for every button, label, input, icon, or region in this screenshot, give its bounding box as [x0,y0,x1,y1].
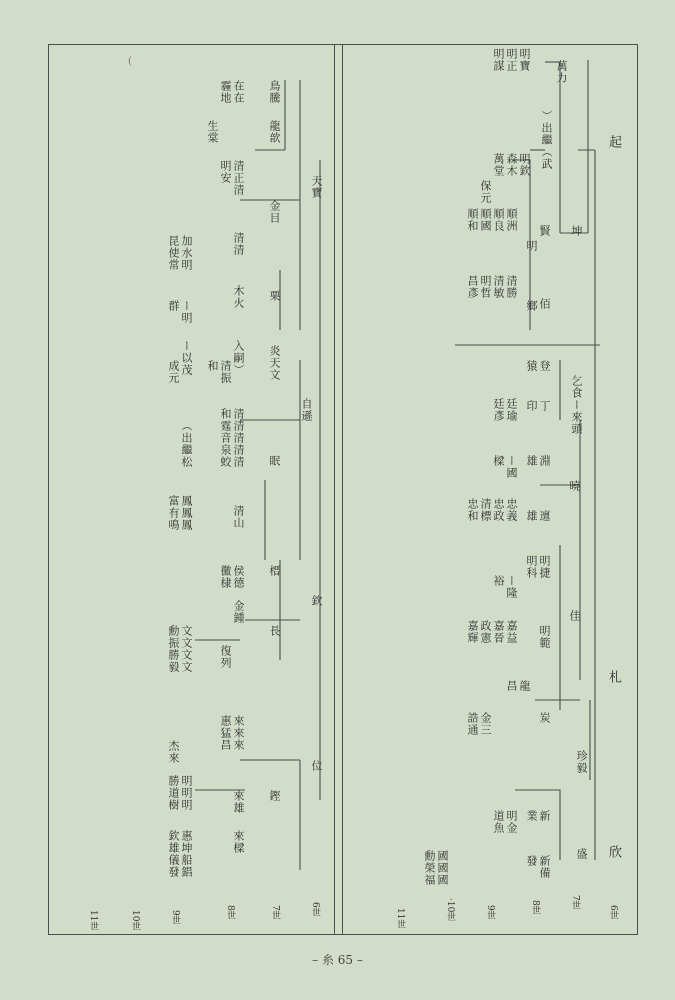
name-shun-liang: 順良 [492,208,505,232]
name-yuan-di: 霾地 [219,80,232,104]
name-ming-jie: 明捷 [538,555,551,579]
name-tang-qian-tang: 天寶 [310,175,323,199]
name-hui-jie: 惠坤船錩 [180,830,193,878]
name-qing4: 清清清清清 [232,408,245,468]
name-bao-yuan: 保元 [479,180,492,204]
name-qing-shan: 清山 [232,505,245,529]
name-guo-guo-guo: 國國國 [436,850,449,886]
root-qi: 起 [606,135,621,149]
name-ba-sheng-chang: 昆使常 [167,235,180,271]
name-guo: ー國 [505,455,518,479]
name-yu: 裕 [492,575,505,587]
corner-mark: ( [128,56,132,67]
name-zhen-yi: 珍毅 [575,750,588,774]
name-sen-mu: 森木 [505,153,518,177]
name-jia-yi: 嘉益 [505,620,518,644]
name-zhe-tong: 誥通 [466,712,479,736]
name-qing-sheng: 清勝 [505,275,518,299]
name-ming-ke: 明科 [525,555,538,579]
name-sheng2: 盛 [575,848,588,860]
name-xian: 賢 [538,225,551,237]
name-jin-zhi: 金鍾 [232,600,245,624]
name-fu-lian: 復列 [219,645,232,669]
name-zhong-zheng: 忠政 [492,498,505,522]
name-niao-teng: 鳥騰 [268,80,281,104]
name-qing-he: 和 [206,360,219,372]
name-feng3: 鳳鳳鳳 [180,495,193,531]
root-xin: 欣 [606,845,621,859]
name-ming-zhu: 明明明 [180,775,193,811]
name-qun-lu: 群 [167,300,180,312]
gen-top-6: 6世 [608,905,618,920]
name-yuan: 淵 [538,455,551,467]
name-ming: 明 [525,240,538,252]
name-ming-an: 明安 [219,160,232,184]
name-biao-fang: 勳振勝毅 [167,625,180,673]
root-zha: 札 [606,670,621,684]
name-xiang: 鄉 [525,300,538,312]
name-jian-yi: ー明 [180,300,193,324]
name-jia-shui-ming: 加水明 [180,235,193,271]
name-zheng-xian: 政憲 [479,620,492,644]
name-wei-li: 黴棣 [219,565,232,589]
name-shun-he: 順和 [466,208,479,232]
name-dao-yu: 道魚 [492,810,505,834]
name-sheng: 昌 [505,680,518,692]
gen-top-9: 9世 [485,905,495,920]
name-ru-ji: 入嗣） [232,340,245,376]
name-sheng-chang: 生棠 [206,120,219,144]
name-ming-zheng: 明正 [505,48,518,72]
name-long2: 龍 [518,680,531,692]
name-xiong: 雄 [525,455,538,467]
name-xiao: 曉 [568,480,581,492]
name-ming-fan: 明範 [538,625,551,649]
name-jin-mu: 金目 [268,200,281,224]
name-shun-guo: 順國 [479,208,492,232]
name-zhang: 長 [268,625,281,637]
name-jie-lai: 杰來 [167,740,180,764]
name-mian: 眠 [268,455,281,467]
name-jia: 佳 [568,610,581,622]
name-zeng: 邅 [538,510,551,522]
gen-bottom-9: 9世 [170,910,180,925]
name-zhong-yi: 忠義 [505,498,518,522]
name-he-xiao: 和霆音泉蛟 [219,408,232,468]
name-qing-qing: 清清 [232,232,245,256]
gen-top-7: 7世 [570,895,580,910]
gen-top-10: ·10世 [445,898,455,922]
name-fu-you-ming: 富有鳴 [167,495,180,531]
name-hou-de: 侯德 [232,565,245,589]
name-xi-fu: 栗 [268,290,281,302]
name-lai-xin: 來樑 [232,830,245,854]
name-wan-tang: 萬堂 [492,153,505,177]
name-xin-bei: 新備 [538,855,551,879]
name-jia-hui: 嘉輝 [466,620,479,644]
name-ye: 業 [525,810,538,822]
name-xun-yan-fu: 勳榮福 [423,850,436,886]
name-long-zhu: 龍歆 [268,120,281,144]
name-sheng4: 勝道樹 [167,775,180,811]
name-fa: 發 [525,855,538,867]
name-chu-ji-wu: ）出繼（武 [540,110,553,170]
name-mu-yi: 木火 [232,285,245,309]
name-yin: 印 [525,400,538,412]
gen-top-8: 8世 [530,900,540,915]
name-qin: 欽 [310,595,323,607]
name-chu-ji-song: （出繼松 [180,420,193,468]
name-wei: 位 [310,760,323,772]
name-jin-san: 金三 [479,712,492,736]
name-lian-cheng: 欽雄儀發 [167,830,180,878]
name-shun-zhou: 順洲 [505,208,518,232]
name-wan-li: 萬力 [555,60,568,84]
name-zhong-he: 忠和 [466,498,479,522]
name-ting-yan: 廷彥 [492,398,505,422]
gen-top-11: 11世 [395,908,405,929]
name-wen4: 文文文文 [180,625,193,673]
name-cheng-yuan: 成元 [167,360,180,384]
gen-bottom-6: 6世 [310,902,320,917]
name-ming-qin: 明欽 [518,153,531,177]
name-liang: 樑 [492,455,505,467]
name-fu-zhang: 榗 [268,565,281,577]
name-tan: 炭 [538,712,551,724]
name-yi-sheng: ー以茂 [180,340,193,376]
name-yan-tian-wen: 炎天文 [268,345,281,381]
name-qing-biao: 清標 [479,498,492,522]
name-zi-xi: 自遜 [300,398,313,422]
name-ding: 丁 [538,400,551,412]
name-zai-zai: 在在 [232,80,245,104]
name-lai3: 來來來 [232,715,245,751]
name-qing-zheng-qing: 清正清 [232,160,245,196]
name-xin: 新 [538,810,551,822]
name-ting-yu: 廷瑜 [505,398,518,422]
name-qi-fa-ming: 乞食ー來頭 [570,375,583,435]
name-chang-yan: 昌彥 [466,275,479,299]
name-qing-fu: 清振 [219,360,232,384]
name-ming-jin: 明金 [505,810,518,834]
page-footer: – 糸 65 – [312,953,363,967]
name-deng: 登 [538,360,551,372]
name-jia-zhao: 嘉晉 [492,620,505,644]
name-long: ー隆 [505,575,518,599]
name-bo: 佰 [538,298,551,310]
name-qing-min: 清敏 [492,275,505,299]
name-hui-meng-chang: 惠猛昌 [219,715,232,751]
name-ming-mou: 明謀 [492,48,505,72]
gen-bottom-7: 7世 [270,905,280,920]
gen-bottom-8: 8世 [225,905,235,920]
name-xiong2: 雄 [525,510,538,522]
name-ming-zhe: 明哲 [479,275,492,299]
name-kun: 坤 [570,225,583,237]
gen-bottom-10: 10世 [130,910,140,931]
gen-bottom-11: 11世 [88,910,98,931]
name-ming-bao: 明寶 [518,48,531,72]
name-lai-xiong: 來雄 [232,790,245,814]
name-xuan: 猿 [525,360,538,372]
name-jing: 鏗 [268,790,281,802]
